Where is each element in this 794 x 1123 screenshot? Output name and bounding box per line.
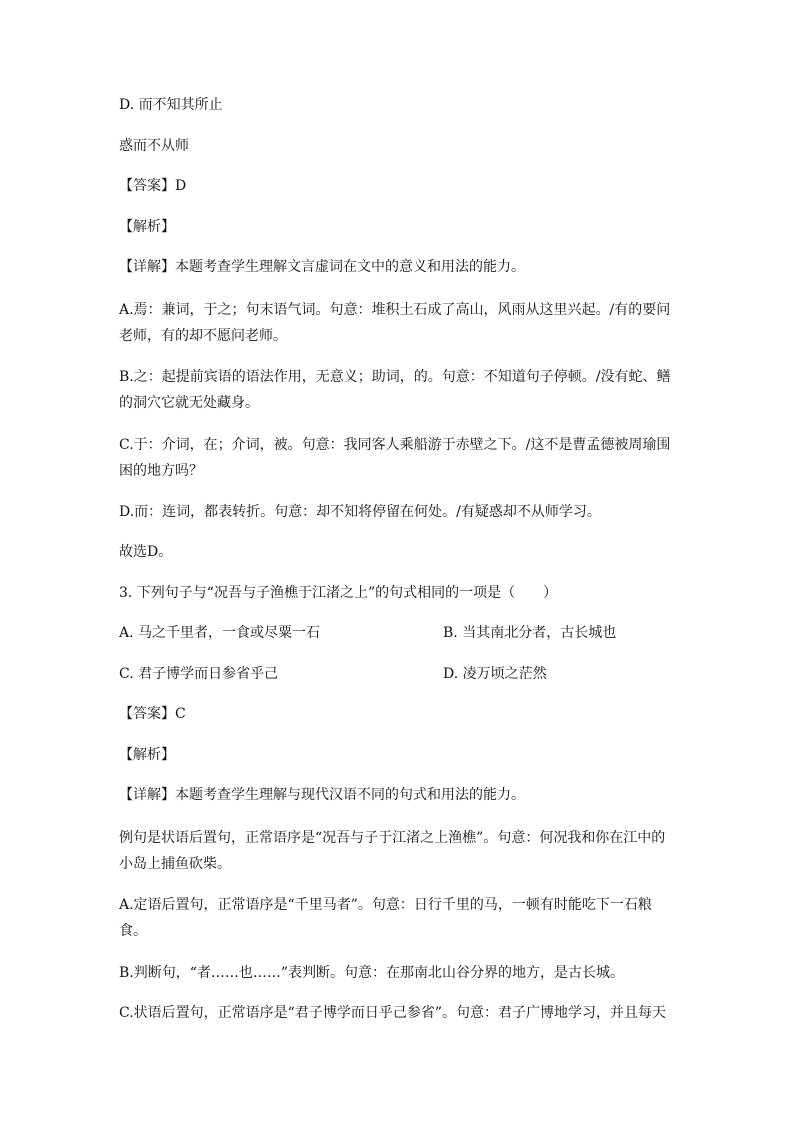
analysis-label: 【解析】	[119, 219, 175, 235]
answer-label: 【答案】D	[119, 178, 187, 194]
conclusion: 故选D。	[119, 544, 173, 560]
explanation-c-2: C.状语后置句，正常语序是“君子博学而日乎己参省”。句意：君子广博地学习，并且每天	[119, 1005, 666, 1021]
option-d: D. 凌万顷之茫然	[443, 666, 547, 682]
option-d-text: D. 而不知其所止	[119, 97, 223, 113]
explanation-b: B.之：起提前宾语的语法作用，无意义；助词，的。句意：不知道句子停顿。/没有蛇、鳝的洞穴它就无处藏身。	[119, 369, 671, 411]
explanation-c: C.于：介词，在；介词，被。句意：我同客人乘船游于赤壁之下。/这不是曹孟德被周瑜围困的地方吗？	[119, 437, 671, 479]
option-d-text-2: 惑而不从师	[119, 138, 189, 154]
answer-label-2: 【答案】C	[119, 706, 186, 722]
option-a: A. 马之千里者，一食或尽粟一石	[119, 625, 321, 641]
explanation-a-2: A.定语后置句，正常语序是“千里马者”。句意：日行千里的马，一顿有时能吃下一石粮食。	[119, 897, 652, 939]
explanation-d: D.而：连词，都表转折。句意：却不知将停留在何处。/有疑惑却不从师学习。	[119, 504, 601, 520]
option-c: C. 君子博学而日参省乎己	[119, 666, 279, 682]
explanation-b-2: B.判断句，“者……也……”表判断。句意：在那南北山谷分界的地方，是古长城。	[119, 965, 625, 981]
option-b: B. 当其南北分者，古长城也	[443, 625, 617, 641]
explanation-a: A.焉：兼词，于之；句末语气词。句意：堆积土石成了高山，风雨从这里兴起。/有的要问老师，有的却不愿问老师。	[119, 302, 671, 344]
question-3: 3. 下列句子与“况吾与子渔樵于江渚之上”的句式相同的一项是（ ）	[119, 585, 558, 601]
analysis-label-2: 【解析】	[119, 747, 175, 763]
example-explanation: 例句是状语后置句，正常语序是“况吾与子于江渚之上渔樵”。句意：何况我和你在江中的小岛上捕鱼砍柴。	[119, 830, 666, 872]
detail-paragraph: 【详解】本题考查学生理解文言虚词在文中的意义和用法的能力。	[119, 259, 525, 275]
detail-paragraph-2: 【详解】本题考查学生理解与现代汉语不同的句式和用法的能力。	[119, 787, 525, 803]
